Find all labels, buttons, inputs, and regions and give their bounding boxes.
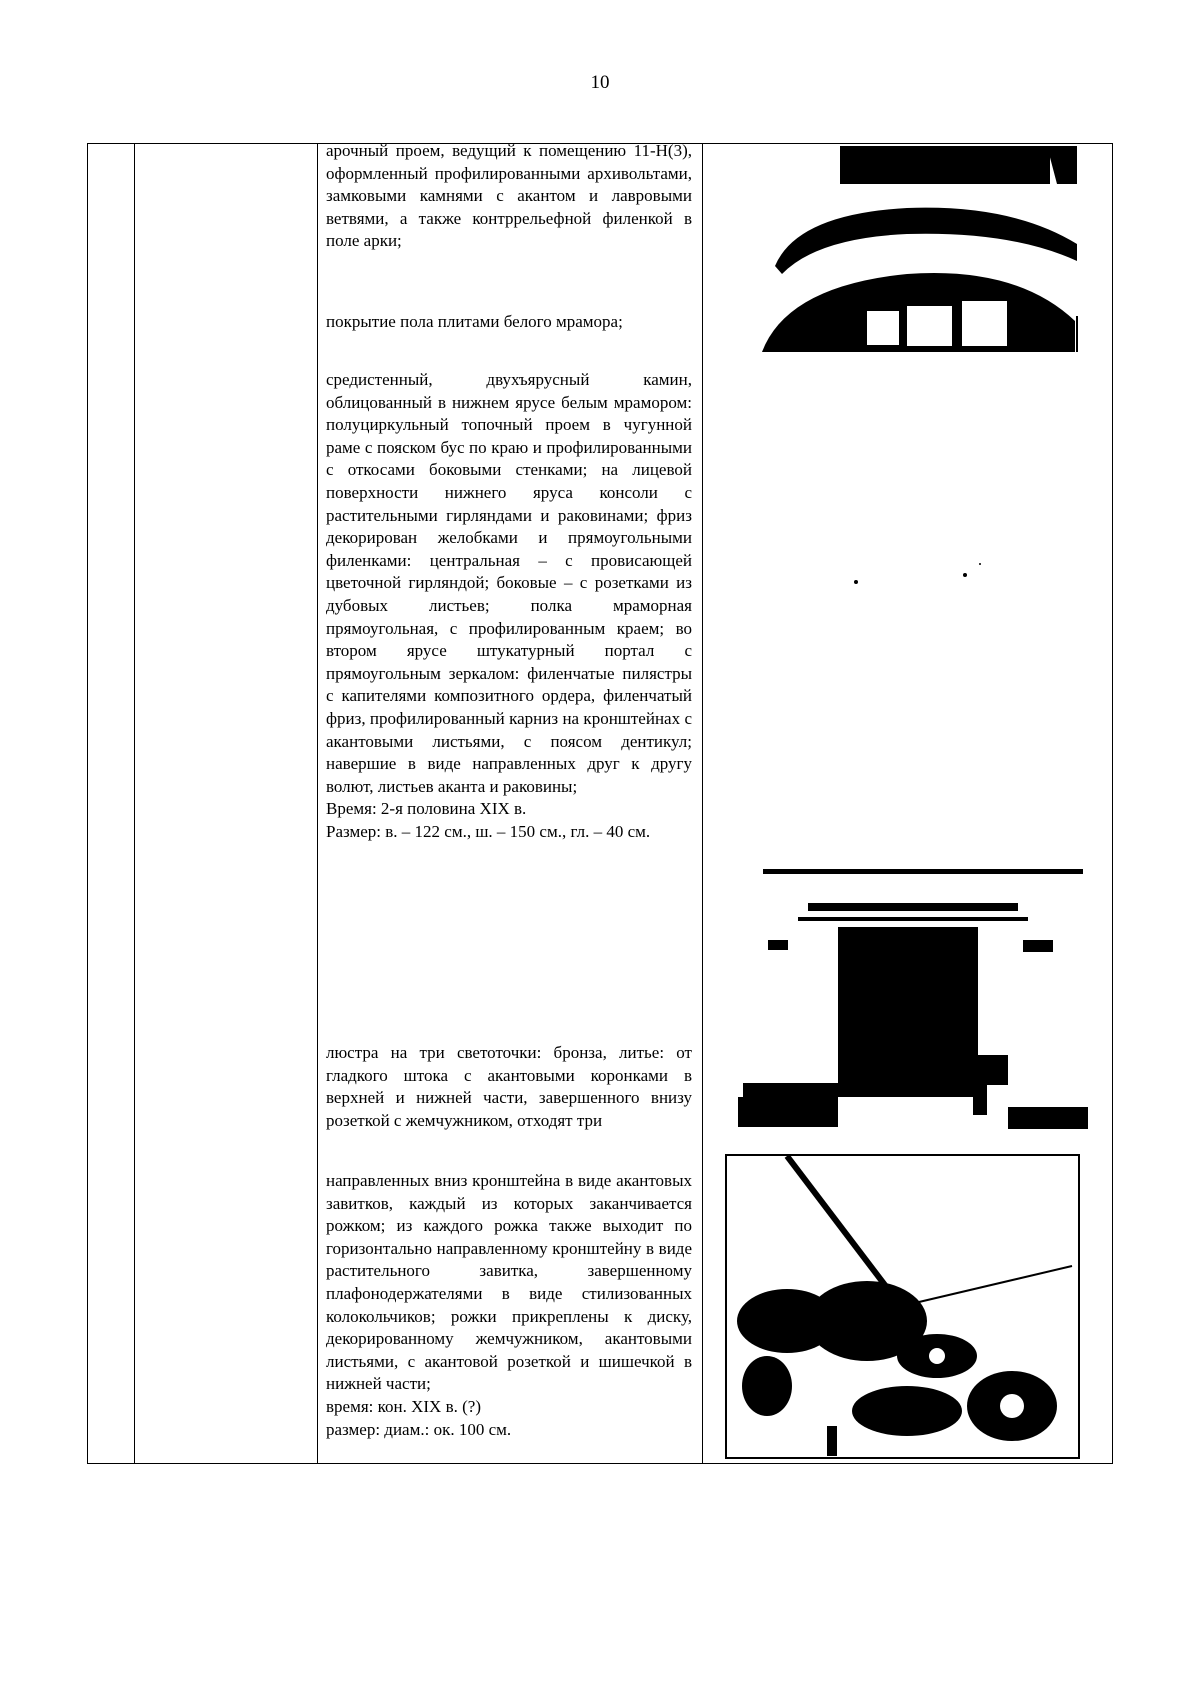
- fireplace-description: [326, 369, 692, 843]
- chandelier-description-a: [326, 1042, 692, 1132]
- floor-description: [326, 311, 692, 334]
- column-divider-3: [702, 144, 703, 1463]
- chandelier-paragraph-a: люстра на три светоточки: бронза, литье: от гладкого штока с акантовыми коронками в верхней и нижней части, завершенного внизу розеткой с жемчужником, отходят три: [326, 1043, 692, 1130]
- fireplace-size: Размер: в. – 122 см., ш. – 150 см., гл. – 40 см.: [326, 821, 651, 841]
- column-divider-2: [317, 144, 318, 1463]
- chandelier-time: время: кон. XIX в. (?): [326, 1396, 481, 1416]
- scan-speckles: [850, 560, 990, 600]
- floor-paragraph: покрытие пола плитами белого мрамора;: [326, 312, 623, 331]
- fireplace-time: Время: 2-я половина XIX в.: [326, 799, 527, 819]
- chandelier-size: размер: диам.: ок. 100 см.: [326, 1419, 512, 1439]
- fireplace-paragraph: средистенный, двухъярусный камин, облицованный в нижнем ярусе белым мрамором: полуциркульный топочный проем в чугунной раме с пояском бус по краю и профилированными с откосами боковыми стенками; на лицевой поверхности нижнего яруса консоли с растительными гирляндами и раковинами; фриз декорирован желобками и прямоугольными филенками: центральная – с провисающей цветочной гирляндой; боковые – с розетками из дубовых листьев; полка мраморная прямоугольная, с профилированным краем; во втором ярусе штукатурный портал с прямоугольным зеркалом: филенчатые пилястры с капителями композитного ордера, филенчатый фриз, профилированный карниз на кронштейнах с акантовыми листьями, с поясом дентикул; навершие в виде направленных друг к другу волют, листьев аканта и раковины;: [326, 370, 692, 796]
- chandelier-description-b: [326, 1170, 692, 1441]
- arch-description: [326, 140, 692, 253]
- fireplace-photo: [738, 865, 1093, 1140]
- column-divider-1: [134, 144, 135, 1463]
- arch-photo: [757, 146, 1107, 356]
- page-number: 10: [590, 72, 610, 93]
- chandelier-photo: [725, 1154, 1080, 1459]
- chandelier-paragraph-b: направленных вниз кронштейна в виде акантовых завитков, каждый из которых заканчивается рожком; из каждого рожка также выходит по горизонтально направленному кронштейну в виде растительного завитка, завершенному плафонодержателями в виде стилизованных колокольчиков; рожки прикреплены к диску, декорированному жемчужником, акантовыми листьями, с акантовой розеткой и шишечкой в нижней части;: [326, 1171, 692, 1394]
- arch-paragraph: арочный проем, ведущий к помещению 11-Н(3), оформленный профилированными архивольтами, замковыми камнями с акантом и лавровыми ветвями, а также контррельефной филенкой в поле арки;: [326, 141, 692, 251]
